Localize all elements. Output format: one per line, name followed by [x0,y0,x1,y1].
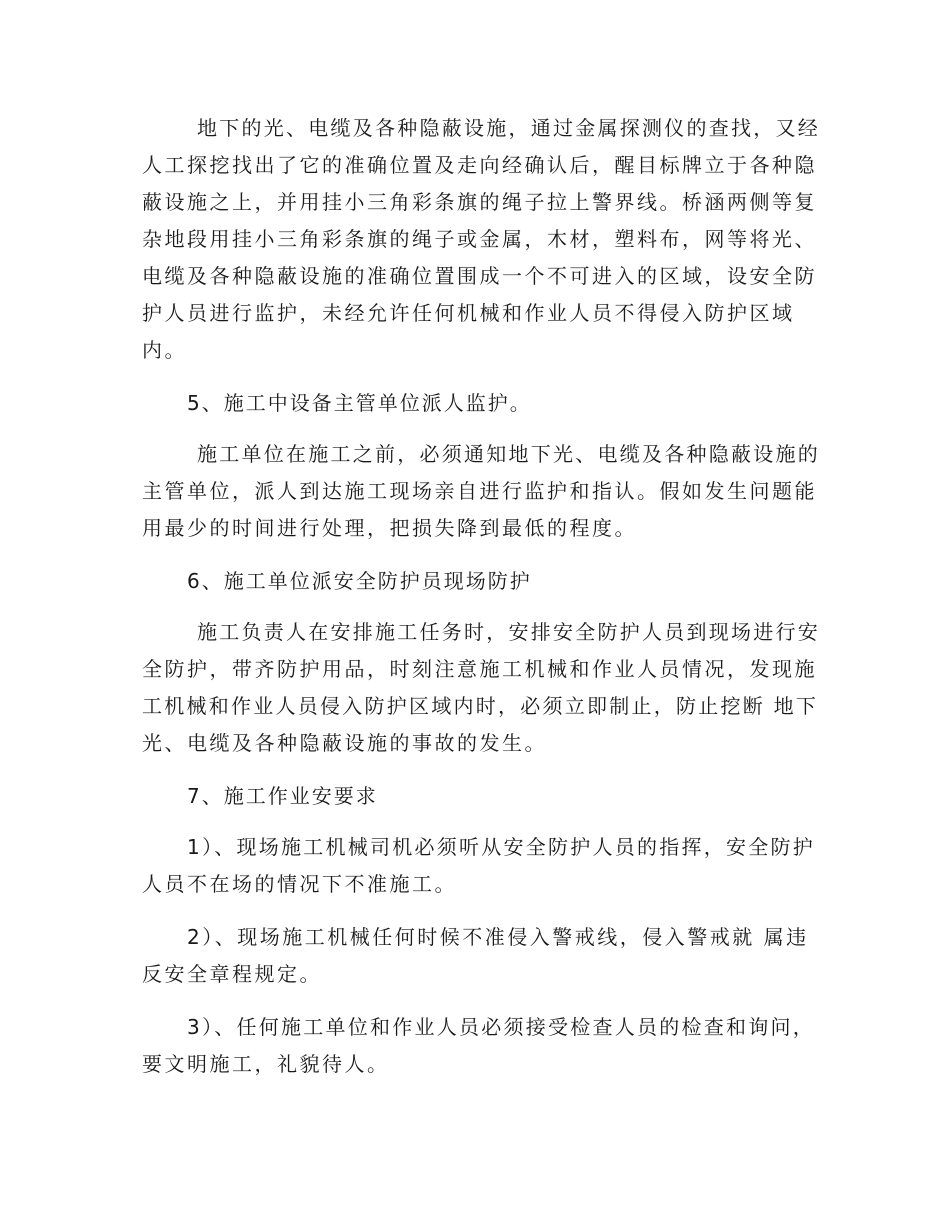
text-line: 工机械和作业人员侵入防护区域内时，必须立即制止，防止挖断 地下 [142,694,819,718]
section-heading-7: 7、施工作业安要求 [187,784,378,808]
text-line: 人员不在场的情况下不准施工。 [142,872,457,896]
text-line: 施工负责人在安排施工任务时，安排安全防护人员到现场进行安 [197,620,820,644]
section-heading-5: 5、施工中设备主管单位派人监护。 [187,391,532,415]
text-line: 蔽设施之上，并用挂小三角彩条旗的绳子拉上警界线。桥涵两侧等复 [142,190,817,214]
text-line: 地下的光、电缆及各种隐蔽设施，通过金属探测仪的查找，又经 [197,116,820,140]
text-line: 护人员进行监护，未经允许任何机械和作业人员不得侵入防护区域 [142,301,795,325]
text-line: 主管单位，派人到达施工现场亲自进行监护和指认。假如发生问题能 [142,479,817,503]
text-line: 反安全章程规定。 [142,962,322,986]
text-line: 光、电缆及各种隐蔽设施的事故的发生。 [142,731,547,755]
text-line: 用最少的时间进行处理，把损失降到最低的程度。 [142,516,637,540]
text-line: 3）、任何施工单位和作业人员必须接受检查人员的检查和询问， [187,1015,815,1039]
text-line: 电缆及各种隐蔽设施的准确位置围成一个不可进入的区域，设安全防 [142,264,817,288]
text-line: 全防护，带齐防护用品，时刻注意施工机械和作业人员情况，发现施 [142,657,817,681]
text-line: 人工探挖找出了它的准确位置及走向经确认后，醒目标牌立于各种隐 [142,153,817,177]
text-line: 1）、现场施工机械司机必须听从安全防护人员的指挥，安全防护 [187,835,815,859]
text-line: 内。 [142,338,187,362]
text-line: 杂地段用挂小三角彩条旗的绳子或金属，木材，塑料布，网等将光、 [142,227,817,251]
text-line: 要文明施工，礼貌待人。 [142,1052,390,1076]
text-line: 施工单位在施工之前，必须通知地下光、电缆及各种隐蔽设施的 [197,442,820,466]
text-line: 2）、现场施工机械任何时候不准侵入警戒线，侵入警戒就 属违 [187,925,809,949]
section-heading-6: 6、施工单位派安全防护员现场防护 [187,569,532,593]
